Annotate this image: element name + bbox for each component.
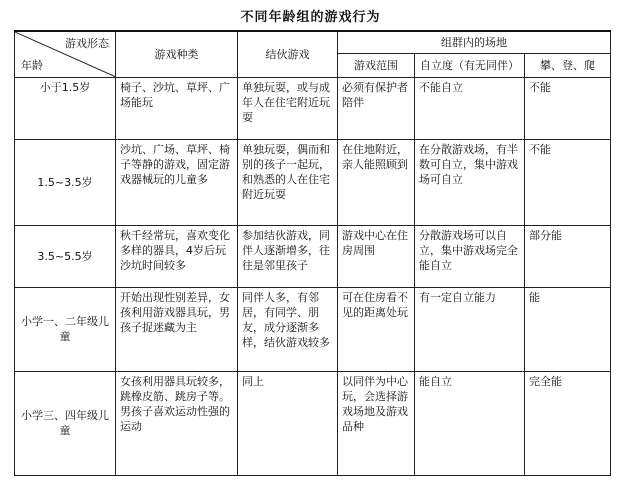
climb-cell: 能 — [525, 287, 611, 371]
header-range: 游戏范围 — [338, 53, 415, 77]
age-cell: 小学一、二年级儿童 — [15, 287, 116, 371]
age-cell: 小于1.5岁 — [15, 77, 116, 139]
partner-cell: 单独玩耍，偶而和别的孩子一起玩，和熟悉的人在住宅附近玩耍 — [238, 139, 338, 225]
header-partner: 结伙游戏 — [238, 31, 338, 77]
corner-header-cell — [15, 31, 116, 77]
climb-cell: 完全能 — [525, 371, 611, 475]
corner-top-label: 游戏形态 — [65, 37, 109, 50]
climb-cell: 不能 — [525, 77, 611, 139]
partner-cell: 单独玩耍，或与成年人在住宅附近玩耍 — [238, 77, 338, 139]
climb-cell: 部分能 — [525, 225, 611, 287]
header-climb: 攀、登、爬 — [525, 53, 611, 77]
age-cell: 1.5~3.5岁 — [15, 139, 116, 225]
header-independence: 自立度（有无同伴） — [415, 53, 525, 77]
table-row — [15, 287, 611, 371]
partner-cell: 同伴人多，有邻居，有同学、朋友，成分逐渐多样，结伙游戏较多 — [238, 287, 338, 371]
range-cell: 必须有保护者陪伴 — [338, 77, 415, 139]
range-cell: 以同伴为中心玩，会选择游戏场地及游戏品种 — [338, 371, 415, 475]
table-title: 不同年龄组的游戏行为 — [240, 10, 381, 25]
partner-cell: 参加结伙游戏，同伴人逐渐增多，往往是邻里孩子 — [238, 225, 338, 287]
table-row — [15, 225, 611, 287]
range-cell: 在住地附近，亲人能照顾到 — [338, 139, 415, 225]
age-cell: 3.5~5.5岁 — [15, 225, 116, 287]
header-group: 组群内的场地 — [338, 31, 611, 53]
independence-cell: 不能自立 — [415, 77, 525, 139]
table-row — [15, 371, 611, 475]
independence-cell: 能自立 — [415, 371, 525, 475]
type-cell: 女孩利用器具玩较多，跳橡皮筋、跳房子等。男孩子喜欢运动性强的运动 — [116, 371, 238, 475]
range-cell: 可在住房看不见的距离处玩 — [338, 287, 415, 371]
game-behavior-table — [14, 30, 611, 476]
independence-cell: 有一定自立能力 — [415, 287, 525, 371]
independence-cell: 在分散游戏场，有半数可自立，集中游戏场可自立 — [415, 139, 525, 225]
header-type: 游戏种类 — [116, 31, 238, 77]
type-cell: 沙坑、广场、草坪、椅子等静的游戏，固定游戏器械玩的儿童多 — [116, 139, 238, 225]
partner-cell: 同上 — [238, 371, 338, 475]
table-row — [15, 139, 611, 225]
type-cell: 开始出现性别差异，女孩利用游戏器具玩，男孩子捉迷藏为主 — [116, 287, 238, 371]
range-cell: 游戏中心在住房周围 — [338, 225, 415, 287]
type-cell: 椅子、沙坑、草坪、广场能玩 — [116, 77, 238, 139]
table-row — [15, 77, 611, 139]
corner-bottom-label: 年龄 — [21, 58, 43, 72]
type-cell: 秋千经常玩，喜欢变化多样的器具，4岁后玩沙坑时间较多 — [116, 225, 238, 287]
age-cell: 小学三、四年级儿童 — [15, 371, 116, 475]
climb-cell: 不能 — [525, 139, 611, 225]
independence-cell: 分散游戏场可以自立，集中游戏场完全能自立 — [415, 225, 525, 287]
